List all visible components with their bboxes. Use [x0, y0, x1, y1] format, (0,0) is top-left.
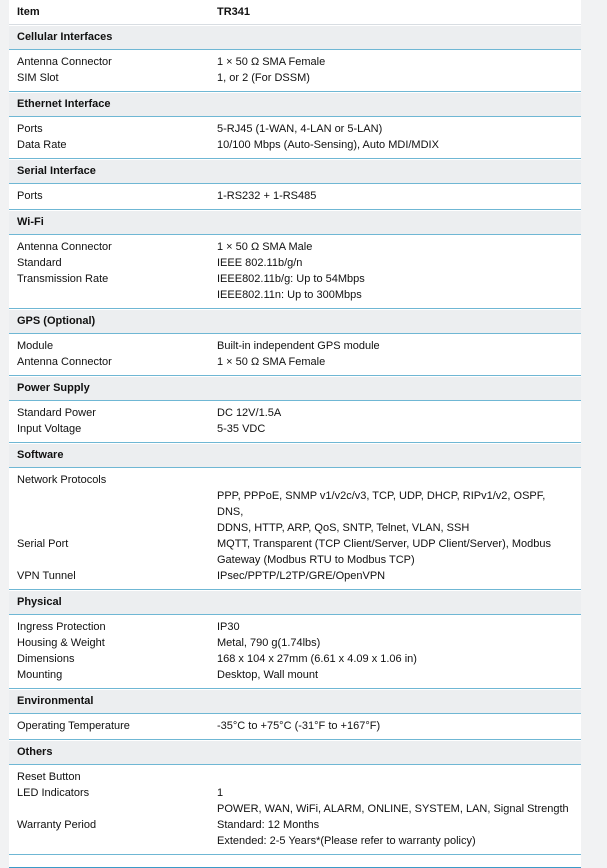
spec-row — [9, 354, 581, 370]
spec-row — [9, 188, 581, 204]
section-title: Cellular Interfaces — [9, 25, 581, 49]
spec-row — [9, 635, 581, 651]
spec-label: Ingress Protection — [17, 621, 106, 633]
spec-row — [9, 121, 581, 137]
spec-value: -35°C to +75°C (-31°F to +167°F) — [217, 720, 381, 732]
spec-value: IEEE802.11n: Up to 300Mbps — [217, 289, 362, 301]
section-title: GPS (Optional) — [9, 309, 581, 333]
spec-row — [9, 651, 581, 667]
header-model-label: TR341 — [217, 6, 251, 18]
spec-value: Built-in independent GPS module — [217, 340, 380, 352]
section-body — [9, 116, 581, 159]
spec-value: Standard: 12 Months — [217, 819, 320, 831]
section-title: Wi-Fi — [9, 210, 581, 234]
spec-value: PPP, PPPoE, SNMP v1/v2c/v3, TCP, UDP, DHCP, RIPv1/v2, OSPF, DNS, — [217, 490, 546, 518]
spec-label: Ports — [17, 190, 43, 202]
spec-row — [9, 421, 581, 437]
section-title: Environmental — [9, 689, 581, 713]
section-body — [9, 614, 581, 689]
spec-value: DDNS, HTTP, ARP, QoS, SNTP, Telnet, VLAN, SSH — [217, 522, 470, 534]
spec-label: Antenna Connector — [17, 241, 112, 253]
spec-label: Reset Button — [17, 771, 81, 783]
section-title: Serial Interface — [9, 159, 581, 183]
spec-value: 168 x 104 x 27mm (6.61 x 4.09 x 1.06 in) — [217, 653, 417, 665]
spec-label — [9, 488, 217, 520]
section-body — [9, 183, 581, 210]
spec-label: LED Indicators — [17, 787, 90, 799]
spec-label: Standard Power — [17, 407, 96, 419]
spec-label: Ports — [17, 123, 43, 135]
spec-label: VPN Tunnel — [17, 570, 76, 582]
spec-value: IP30 — [217, 621, 240, 633]
spec-value: Gateway (Modbus RTU to Modbus TCP) — [217, 554, 415, 566]
spec-label — [9, 833, 217, 849]
spec-label: Network Protocols — [17, 474, 107, 486]
spec-sheet — [9, 0, 581, 868]
spec-row — [9, 239, 581, 255]
spec-row — [9, 785, 581, 801]
spec-value — [217, 769, 581, 785]
section-title: Physical — [9, 590, 581, 614]
spec-value: 1-RS232 + 1-RS485 — [217, 190, 317, 202]
spec-row — [9, 667, 581, 683]
spec-label: Transmission Rate — [17, 273, 109, 285]
section-body — [9, 713, 581, 740]
spec-value: 1 × 50 Ω SMA Female — [217, 356, 326, 368]
spec-label: Housing & Weight — [17, 637, 105, 649]
spec-value: IEEE 802.11b/g/n — [217, 257, 303, 269]
spec-row — [9, 552, 581, 568]
spec-label: Warranty Period — [17, 819, 97, 831]
spec-value: Extended: 2-5 Years*(Please refer to warranty policy) — [217, 835, 476, 847]
spec-label: Antenna Connector — [17, 56, 112, 68]
spec-label — [9, 287, 217, 303]
spec-label: Operating Temperature — [17, 720, 130, 732]
section-body — [9, 467, 581, 590]
spec-row — [9, 472, 581, 488]
spec-label: Mounting — [17, 669, 63, 681]
spec-value: 1 — [217, 787, 224, 799]
spec-label: Dimensions — [17, 653, 75, 665]
spec-row — [9, 769, 581, 785]
spec-row — [9, 54, 581, 70]
section-body — [9, 49, 581, 92]
spec-row — [9, 488, 581, 520]
spec-value — [217, 472, 581, 488]
table-header — [9, 0, 581, 25]
spec-value: 5-RJ45 (1-WAN, 4-LAN or 5-LAN) — [217, 123, 383, 135]
spec-label: Input Voltage — [17, 423, 82, 435]
spec-label: Antenna Connector — [17, 356, 112, 368]
section-body — [9, 333, 581, 376]
spec-value: POWER, WAN, WiFi, ALARM, ONLINE, SYSTEM, LAN, Signal Strength — [217, 803, 569, 815]
spec-row — [9, 718, 581, 734]
spec-row — [9, 817, 581, 833]
spec-label: Module — [17, 340, 54, 352]
section-body — [9, 764, 581, 855]
spec-value: Metal, 790 g(1.74lbs) — [217, 637, 321, 649]
spec-row — [9, 536, 581, 552]
header-item-label: Item — [17, 6, 40, 18]
spec-value: 10/100 Mbps (Auto-Sensing), Auto MDI/MDIX — [217, 139, 439, 151]
spec-value: 1 × 50 Ω SMA Female — [217, 56, 326, 68]
spec-row — [9, 801, 581, 817]
spec-label — [9, 520, 217, 536]
spec-row — [9, 520, 581, 536]
spec-label: Serial Port — [17, 538, 69, 550]
spec-row — [9, 619, 581, 635]
spec-value: 1, or 2 (For DSSM) — [217, 72, 310, 84]
spec-label — [9, 552, 217, 568]
spec-label: Standard — [17, 257, 62, 269]
section-body — [9, 234, 581, 309]
spec-row — [9, 338, 581, 354]
spec-row — [9, 137, 581, 153]
spec-value: 5-35 VDC — [217, 423, 266, 435]
spec-value: IPsec/PPTP/L2TP/GRE/OpenVPN — [217, 570, 386, 582]
spec-label: Data Rate — [17, 139, 67, 151]
spec-value: MQTT, Transparent (TCP Client/Server, UDP Client/Server), Modbus — [217, 538, 551, 550]
section-title: Software — [9, 443, 581, 467]
spec-value: Desktop, Wall mount — [217, 669, 319, 681]
spec-value: IEEE802.11b/g: Up to 54Mbps — [217, 273, 365, 285]
spec-row — [9, 287, 581, 303]
spec-row — [9, 833, 581, 849]
spec-row — [9, 568, 581, 584]
spec-sections — [9, 25, 581, 855]
section-body — [9, 400, 581, 443]
spec-label: SIM Slot — [17, 72, 59, 84]
spec-row — [9, 70, 581, 86]
spec-label — [9, 801, 217, 817]
section-title: Power Supply — [9, 376, 581, 400]
section-title: Ethernet Interface — [9, 92, 581, 116]
spec-row — [9, 405, 581, 421]
spec-value: 1 × 50 Ω SMA Male — [217, 241, 313, 253]
spec-value: DC 12V/1.5A — [217, 407, 282, 419]
spec-row — [9, 255, 581, 271]
section-title: Others — [9, 740, 581, 764]
spec-row — [9, 271, 581, 287]
